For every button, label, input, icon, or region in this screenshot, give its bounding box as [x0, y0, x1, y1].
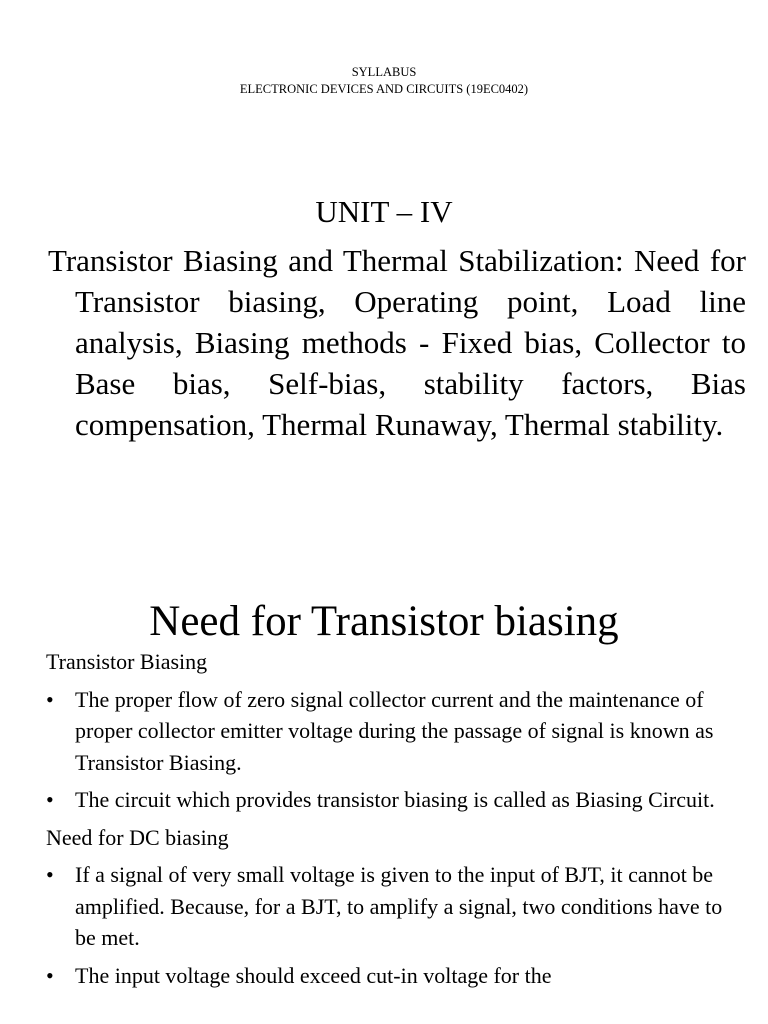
bullet-text: The input voltage should exceed cut-in voltage for the	[75, 962, 552, 988]
list-item	[46, 684, 746, 779]
bullet-icon: •	[46, 862, 54, 887]
bullet-icon: •	[46, 962, 54, 988]
syllabus-header	[0, 64, 768, 98]
bullet-list-dc-biasing	[46, 859, 746, 991]
syllabus-header-line2: ELECTRONIC DEVICES AND CIRCUITS (19EC0402)	[239, 82, 529, 96]
bullet-list-transistor-biasing	[46, 684, 746, 816]
list-item	[46, 784, 746, 816]
list-item	[46, 859, 746, 954]
bullet-text: If a signal of very small voltage is given to the input of BJT, it cannot be amplified. Because, for a BJT, to amplify a signal, two conditions have to be met.	[75, 862, 723, 950]
section-heading-dc-biasing: Need for DC biasing	[46, 824, 229, 850]
bullet-text: The proper flow of zero signal collector current and the maintenance of proper collector emitter voltage during the passage of signal is known as Transistor Biasing.	[75, 686, 714, 775]
section-heading-transistor-biasing: Transistor Biasing	[46, 649, 208, 674]
list-item	[46, 960, 746, 992]
bullet-icon: •	[46, 686, 54, 712]
syllabus-header-line1: SYLLABUS	[351, 65, 417, 79]
bullet-text: The circuit which provides transistor biasing is called as Biasing Circuit.	[75, 787, 715, 812]
unit-title: UNIT – IV	[315, 194, 453, 229]
slide-content	[46, 646, 746, 997]
transistor-biasing-slide	[0, 572, 768, 1024]
bullet-icon: •	[46, 787, 54, 812]
unit-description: Transistor Biasing and Thermal Stabilization: Need for Transistor biasing, Operating point, Load line analysis, Biasing methods - Fixed bias, Collector to Base bias, Self-bias, stability factors, Bias compensation, Thermal Runaway, Thermal stability.	[48, 243, 746, 442]
slide-title: Need for Transistor biasing	[149, 598, 619, 645]
